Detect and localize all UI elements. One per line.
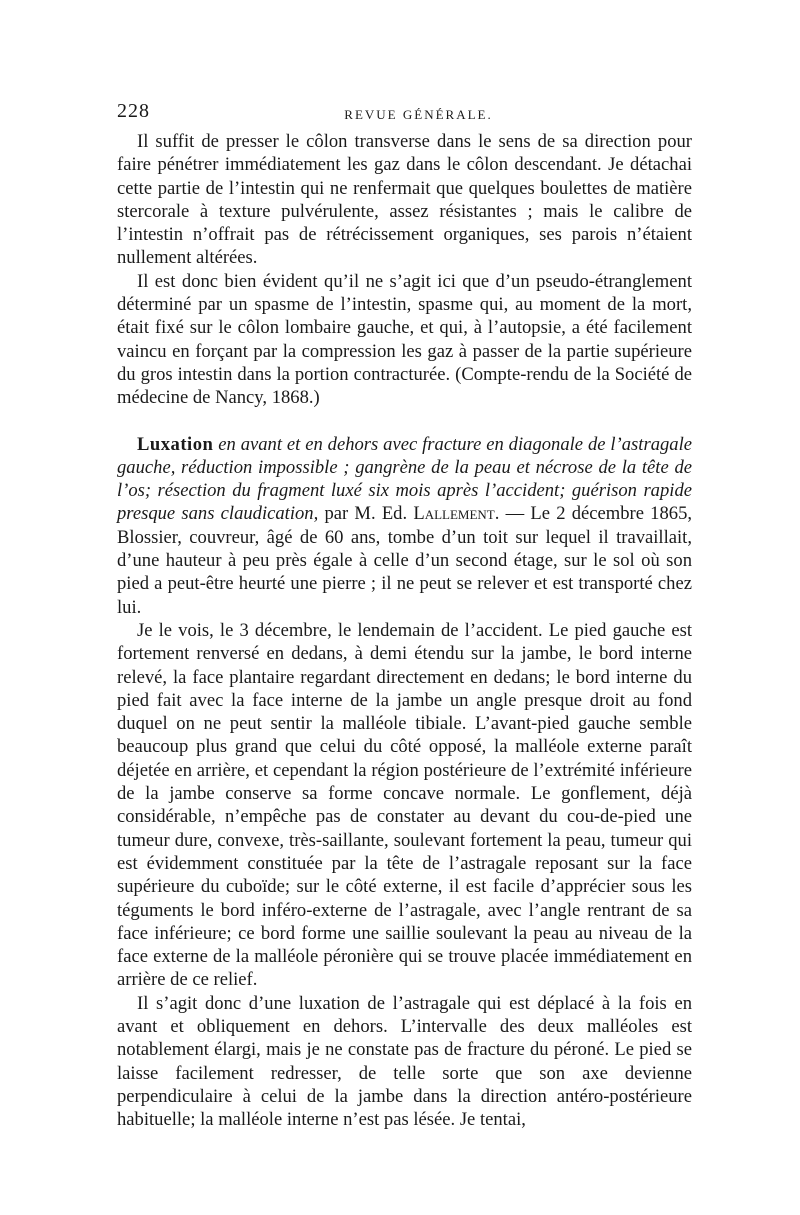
paragraph-4: Je le vois, le 3 décembre, le lendemain de l’accident. Le pied gauche est fortement renversé en dedans, à demi étendu sur la jambe, le bord interne relevé, la face plantaire regardant directement en dedans; le bord interne du pied fait avec la face interne de la jambe un angle presque droit au fond duquel on ne peut sentir la malléole tibiale. L’avant-pied gauche semble beaucoup plus grand que celui du côté opposé, la malléole externe paraît déjetée en arrière, et cependant la région postérieure de l’extrémité inférieure de la jambe conserve sa forme concave normale. Le gonflement, déjà considérable, n’empêche pas de constater au devant du cou-de-pied une tumeur dure, convexe, très-saillante, soulevant fortement la peau, tumeur qui est évidemment constituée par la tête de l’astragale reposant sur la face supérieure du cuboïde; sur le côté externe, il est facile d’apprécier sous les téguments le bord inféro-externe de l’astragale, avec l’angle rentrant de sa face inférieure; ce bord forme une saillie soulevant la peau au niveau de la face externe de la malléole péronière qui se trouve placée immédiatement en arrière de ce relief. [117,619,692,991]
article-body [117,130,692,1131]
section-subtitle: en avant et en dehors avec fracture en diagonale de l’astragale gauche, réduction impossible ; gangrène de la peau et nécrose de la tête de l’os; résection du fragment luxé six mois après l’accident; guérison rapide presque sans claudication, [117,433,692,525]
section-lead-word: Luxation [137,433,214,455]
paragraph-5: Il s’agit donc d’une luxation de l’astragale qui est déplacé à la fois en avant et obliquement en dehors. L’intervalle des deux malléoles est notablement élargi, mais je ne constate pas de fracture du péroné. Le pied se laisse facilement redresser, de telle sorte que son axe devienne perpendiculaire à celui de la jambe dans la direction antéro-postérieure habituelle; la malléole interne n’est pas lésée. Je tentai, [117,992,692,1131]
paragraph-1: Il suffit de presser le côlon transverse dans le sens de sa direction pour faire pénétrer immédiatement les gaz dans le côlon descendant. Je détachai cette partie de l’intestin qui ne renfermait que quelques boulettes de matière stercorale à texture pulvérulente, assez résistantes ; mais le calibre de l’intestin n’offrait pas de rétrécissement organiques, ses parois n’étaient nullement altérées. [117,131,692,269]
page-number: 228 [117,100,150,122]
author-name: Lallement. [413,503,500,525]
paragraph-3-text: — Le 2 décembre 1865, Blossier, couvreur, âgé de 60 ans, tombe d’un toit sur lequel il travaillait, d’une hauteur à peu près égale à celle d’un second étage, sur le sol où son pied a peut-être heurté une pierre ; il ne peut se relever et est transporté chez lui. [117,503,693,618]
byline-prefix: par M. Ed. [324,503,408,525]
running-title: REVUE GÉNÉRALE. [344,107,493,122]
paragraph-2: Il est donc bien évident qu’il ne s’agit ici que d’un pseudo-étranglement déterminé par un spasme de l’intestin, spasme qui, au moment de la mort, était fixé sur le côlon lombaire gauche, et qui, à l’autopsie, a été facilement vaincu en forçant par la compression les gaz à passer de la partie supérieure du gros intestin dans la portion contracturée. (Compte-rendu de la Société de médecine de Nancy, 1868.) [117,270,692,409]
running-head [117,100,692,124]
section-break [117,410,692,433]
paragraph-3 [117,433,692,619]
